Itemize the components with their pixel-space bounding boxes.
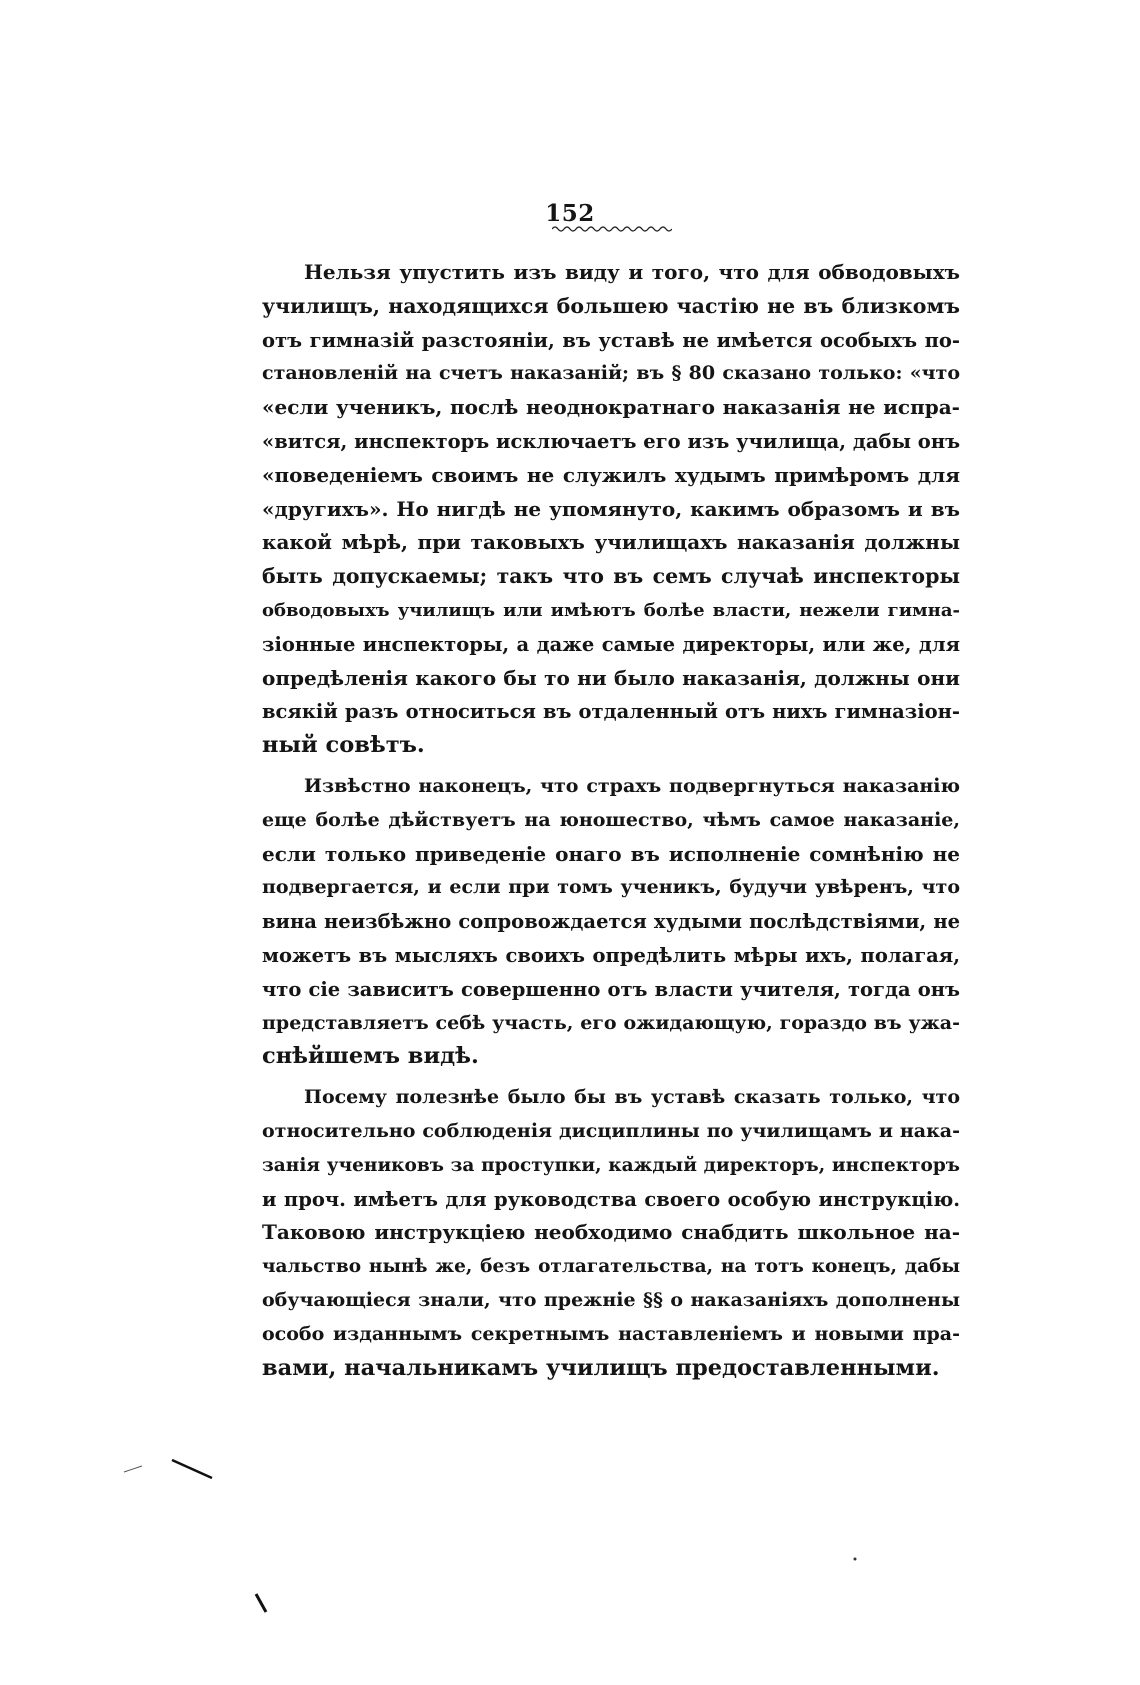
text-line: вина неизбѣжно сопровождается худыми послѣдствіями, не [262,910,960,934]
text-line: зіонные инспекторы, а даже самые директоры, или же, для [262,632,960,656]
text-line: подвергается, и если при томъ ученикъ, будучи увѣренъ, что [262,876,960,899]
text-line: Нельзя упустить изъ виду и того, что для обводовыхъ [304,260,960,284]
scan-mark-1 [120,1452,216,1482]
paragraph [262,1081,960,1385]
text-line: «поведеніемъ своимъ не служилъ худымъ примѣромъ для [262,462,960,487]
text-line: училищъ, находящихся большею частію не въ близкомъ [262,293,960,318]
text-line: Таковою инструкціею необходимо снабдить школьное на- [262,1220,960,1245]
text-line: можетъ въ мысляхъ своихъ опредѣлить мѣры ихъ, полагая, [262,943,960,967]
text-line: становленій на счетъ наказаній; въ § 80 сказано только: «что [262,362,960,385]
text-line: Извѣстно наконецъ, что страхъ подвергнуться наказанію [304,774,960,797]
text-line: Посему полезнѣе было бы въ уставѣ сказать только, что [304,1086,960,1109]
text-line: «если ученикъ, послѣ неоднократнаго наказанія не испра- [262,395,960,420]
scan-mark-3 [852,1556,858,1562]
text-line: быть допускаемы; такъ что въ семъ случаѣ инспекторы [262,564,960,589]
body-text [262,256,960,1392]
paragraph [262,770,960,1074]
text-line: отъ гимназій разстояніи, въ уставѣ не имѣется особыхъ по- [262,328,960,352]
text-line: если только приведеніе онаго въ исполненіе сомнѣнію не [262,841,960,866]
text-line: занія учениковъ за проступки, каждый директоръ, инспекторъ [262,1154,960,1176]
text-line: ный совѣтъ. [262,732,425,759]
page-number-ornament [552,224,672,234]
text-line: относительно соблюденія дисциплины по училищамъ и нака- [262,1119,960,1142]
page-number: 152 [545,200,595,227]
text-line: что сіе зависитъ совершенно отъ власти учителя, тогда онъ [262,977,960,1001]
text-line: и проч. имѣетъ для руководства своего особую инструкцію. [262,1187,960,1211]
scan-mark-2 [254,1592,274,1614]
text-line: чальство нынѣ же, безъ отлагательства, на тотъ конецъ, дабы [262,1256,960,1278]
text-line: вами, начальникамъ училищъ предоставленными. [262,1354,940,1381]
text-line: особо изданнымъ секретнымъ наставленіемъ и новыми пра- [262,1322,960,1345]
text-line: какой мѣрѣ, при таковыхъ училищахъ наказанія должны [262,530,960,555]
text-line: представляетъ себѣ участь, его ожидающую, гораздо въ ужа- [262,1011,960,1034]
text-line: еще болѣе дѣйствуетъ на юношество, чѣмъ самое наказаніе, [262,808,960,831]
text-line: опредѣленія какого бы то ни было наказанія, должны они [262,665,960,690]
text-line: обучающіеся знали, что прежніе §§ о наказаніяхъ дополнены [262,1288,960,1311]
text-line: обводовыхъ училищъ или имѣютъ болѣе власти, нежели гимна- [262,599,960,621]
text-line: всякій разъ относиться въ отдаленный отъ нихъ гимназіон- [262,700,960,724]
paragraph [262,256,960,763]
text-line: «другихъ». Но нигдѣ не упомянуто, какимъ образомъ и въ [262,496,960,521]
text-line: «вится, инспекторъ исключаетъ его изъ училища, дабы онъ [262,429,961,453]
text-line: снѣйшемъ видѣ. [262,1043,479,1070]
